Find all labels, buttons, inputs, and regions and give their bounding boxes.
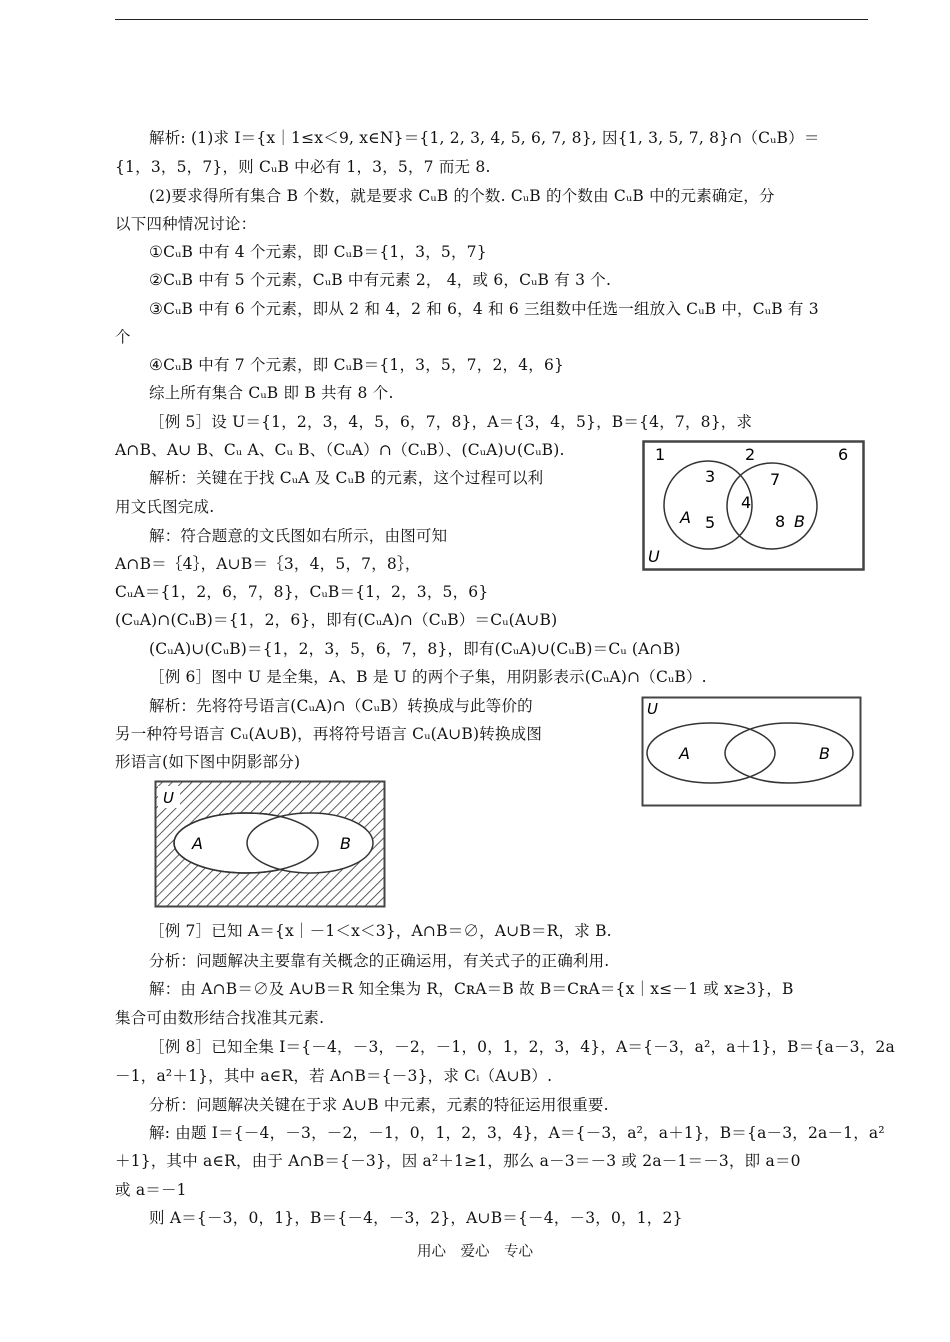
text-line: 个 [115, 328, 131, 346]
text-line: 另一种符号语言 Cᵤ(A∪B)，再将符号语言 Cᵤ(A∪B)转换成图 [115, 725, 543, 743]
venn1-a-3: 3 [705, 467, 716, 486]
venn2-universe-label: U [647, 700, 658, 718]
text-line: ④CᵤB 中有 7 个元素，即 CᵤB＝{1，3，5，7，2，4，6} [149, 356, 565, 374]
text-line: (CᵤA)∪(CᵤB)＝{1，2，3，5，6，7，8}，即有(CᵤA)∪(CᵤB)＝Cᵤ (A∩B) [149, 640, 681, 658]
venn1-b-7: 7 [770, 470, 781, 489]
text-line: 解析: (1)求 I＝{x｜1≤x＜9, x∈N}＝{1, 2, 3, 4, 5, 6, 7, 8}, 因{1, 3, 5, 7, 8}∩（CᵤB）＝ [149, 129, 820, 147]
header-rule [115, 19, 868, 20]
example-5-title: ［例 5］设 U＝{1，2，3，4，5，6，7，8}，A＝{3，4，5}，B＝{4，7，8}，求 [149, 413, 753, 431]
venn1-outside-6: 6 [838, 445, 849, 464]
text-line: ①CᵤB 中有 4 个元素，即 CᵤB＝{1，3，5，7} [149, 243, 487, 261]
venn-diagram-shaded [154, 780, 386, 908]
venn1-set-a-label: A [680, 508, 691, 527]
text-line: 用文氏图完成. [115, 498, 215, 516]
venn1-set-b-label: B [794, 512, 805, 531]
text-line: 解析：先将符号语言(CᵤA)∩（CᵤB）转换成与此等价的 [149, 697, 533, 715]
text-line: 综上所有集合 CᵤB 即 B 共有 8 个. [149, 384, 394, 402]
venn2-set-a-label: A [679, 744, 690, 763]
example-6-title: ［例 6］图中 U 是全集，A、B 是 U 的两个子集，用阴影表示(CᵤA)∩（CᵤB）. [149, 668, 707, 686]
text-line: ③CᵤB 中有 6 个元素，即从 2 和 4，2 和 6，4 和 6 三组数中任选一组放入 CᵤB 中，CᵤB 有 3 [149, 300, 819, 318]
example-7-title: ［例 7］已知 A＝{x｜－1＜x＜3}，A∩B＝∅，A∪B＝R，求 B. [149, 922, 612, 940]
text-line: 解: 由题 I＝{－4，－3，－2，－1，0，1，2，3，4}，A＝{－3，a²，a＋1}，B＝{a－3，2a－1，a² [149, 1124, 885, 1142]
text-line: 则 A＝{－3，0，1}，B＝{－4，－3，2}，A∪B＝{－4，－3，0，1，2} [149, 1209, 683, 1227]
text-line: 集合可由数形结合找准其元素. [115, 1009, 325, 1027]
venn1-outside-2: 2 [745, 445, 756, 464]
text-line: 分析：问题解决关键在于求 A∪B 中元素，元素的特征运用很重要. [149, 1096, 609, 1114]
page-footer: 用心 爱心 专心 [417, 1244, 533, 1260]
text-line: CᵤA＝{1，2，6，7，8}，CᵤB＝{1，2，3，5，6} [115, 583, 489, 601]
text-line: 解：由 A∩B＝∅及 A∪B＝R 知全集为 R，CʀA＝B 故 B＝CʀA＝{x｜x≤－1 或 x≥3}，B [149, 980, 794, 998]
text-line: 解：符合题意的文氏图如右所示，由图可知 [149, 527, 448, 545]
venn1-both-4: 4 [741, 493, 752, 512]
venn-diagram-example-6 [641, 696, 863, 808]
text-line: 分析：问题解决主要靠有关概念的正确运用，有关式子的正确利用. [149, 952, 610, 970]
text-line: 形语言(如下图中阴影部分) [115, 753, 301, 771]
text-line: A∩B、A∪ B、Cᵤ A、Cᵤ B、（CᵤA）∩（CᵤB）、(CᵤA)∪(CᵤB). [115, 441, 565, 459]
text-line: A∩B＝｛4｝，A∪B＝｛3，4，5，7，8｝， [115, 555, 421, 573]
text-line: (2)要求得所有集合 B 个数，就是要求 CᵤB 的个数. CᵤB 的个数由 CᵤB 中的元素确定，分 [149, 187, 775, 205]
text-line: 以下四种情况讨论： [115, 215, 257, 233]
text-line: ＋1}，其中 a∈R，由于 A∩B＝{－3}，因 a²＋1≥1，那么 a－3＝－3 或 2a－1＝－3，即 a＝0 [115, 1152, 801, 1170]
venn1-b-8: 8 [775, 512, 786, 531]
venn1-a-5: 5 [705, 513, 716, 532]
text-line: {1，3，5，7}，则 CᵤB 中必有 1，3，5，7 而无 8. [115, 158, 491, 176]
venn2-set-b-label: B [819, 744, 830, 763]
venn3-set-b-label: B [340, 834, 351, 853]
text-line: 解析：关键在于找 CᵤA 及 CᵤB 的元素，这个过程可以利 [149, 469, 544, 487]
text-line: (CᵤA)∩(CᵤB)＝{1，2，6}，即有(CᵤA)∩（CᵤB）＝Cᵤ(A∪B) [115, 611, 558, 629]
text-line: －1，a²＋1}，其中 a∈R，若 A∩B＝{－3}，求 Cᵢ（A∪B）. [115, 1067, 553, 1085]
venn3-universe-label: U [163, 789, 174, 807]
venn3-set-a-label: A [192, 834, 203, 853]
venn-diagram-example-5 [642, 440, 866, 572]
text-line: ②CᵤB 中有 5 个元素，CᵤB 中有元素 2， 4，或 6，CᵤB 有 3 个. [149, 271, 612, 289]
example-8-title: ［例 8］已知全集 I＝{－4，－3，－2，－1，0，1，2，3，4}，A＝{－3，a²，a＋1}，B＝{a－3，2a [149, 1038, 895, 1056]
venn1-outside-1: 1 [655, 445, 666, 464]
venn1-universe-label: U [648, 547, 660, 566]
text-line: 或 a＝－1 [115, 1181, 187, 1199]
